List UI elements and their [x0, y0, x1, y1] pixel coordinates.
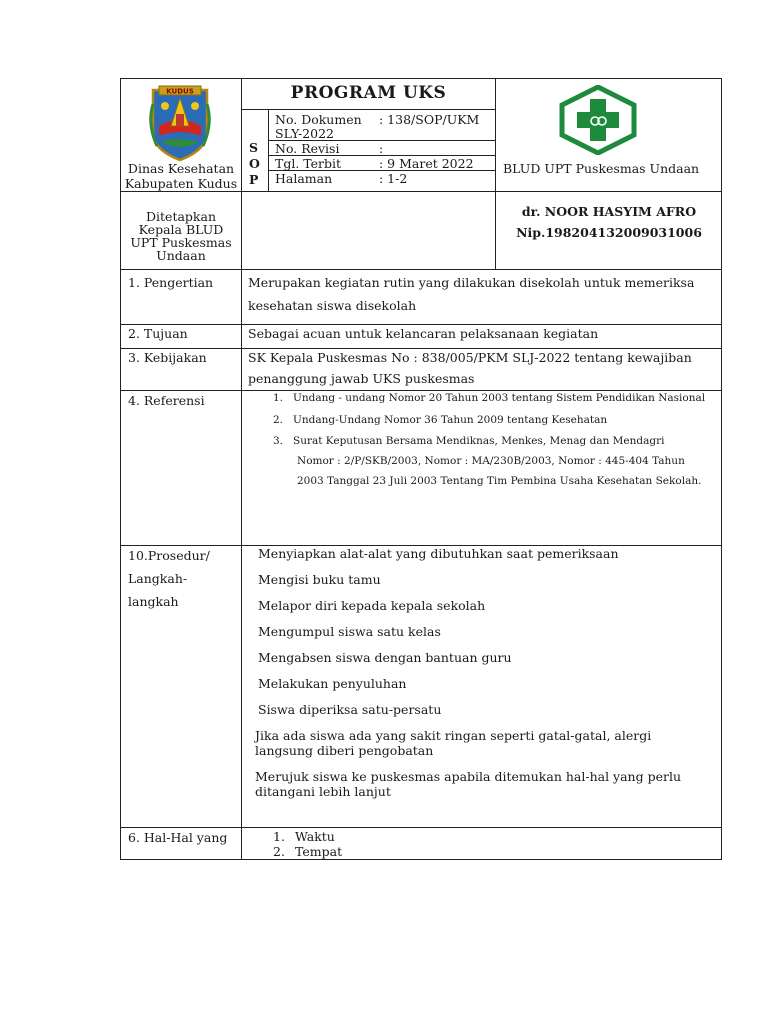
- referensi-item: Undang-Undang Nomor 36 Tahun 2009 tentang Kesehatan: [293, 414, 608, 426]
- referensi-item: Undang - undang Nomor 20 Tahun 2003 tentang Sistem Pendidikan Nasional: [293, 392, 706, 404]
- field-value-dokumen: : 138/SOP/UKM: [379, 112, 480, 127]
- row-divider: [121, 324, 721, 325]
- pengertian-text: Merupakan kegiatan rutin yang dilakukan disekolah untuk memeriksa: [248, 275, 695, 290]
- org-name-line2: Kabupaten Kudus: [124, 176, 238, 191]
- row-divider: [121, 348, 721, 349]
- procedure-step: Siswa diperiksa satu-persatu: [258, 702, 442, 717]
- org-name-line1: Dinas Kesehatan: [127, 161, 235, 176]
- referensi-number: 3.: [273, 435, 284, 447]
- kebijakan-text: penanggung jawab UKS puskesmas: [248, 371, 475, 386]
- section-label-hal: 6. Hal-Hal yang: [128, 830, 228, 845]
- puskesmas-logo: [558, 85, 638, 155]
- approval-line: Undaan: [156, 248, 206, 263]
- procedure-step: Jika ada siswa ada yang sakit ringan seperti gatal-gatal, alergi langsung diberi pengobatan: [255, 728, 652, 758]
- section-label-pengertian: 1. Pengertian: [128, 275, 214, 290]
- kebijakan-text: SK Kepala Puskesmas No : 838/005/PKM SLJ-2022 tentang kewajiban: [248, 350, 692, 365]
- hal-item: Tempat: [295, 844, 343, 859]
- field-value-dokumen-cont: SLY-2022: [275, 126, 334, 141]
- approval-line: Ditetapkan: [146, 209, 216, 224]
- row-divider: [121, 827, 721, 828]
- hal-number: 1.: [273, 829, 285, 844]
- referensi-item: 2003 Tanggal 23 Juli 2003 Tentang Tim Pembina Usaha Kesehatan Sekolah.: [297, 475, 702, 487]
- field-value-halaman: : 1-2: [379, 171, 408, 186]
- field-value-terbit: : 9 Maret 2022: [379, 156, 474, 171]
- document-title: PROGRAM UKS: [290, 83, 447, 103]
- section-label-kebijakan: 3. Kebijakan: [128, 350, 207, 365]
- signer-nip: Nip.198204132009031006: [516, 225, 702, 240]
- referensi-item: Nomor : 2/P/SKB/2003, Nomor : MA/230B/2003, Nomor : 445-404 Tahun: [297, 455, 685, 467]
- signer-name: dr. NOOR HASYIM AFRO: [521, 204, 697, 219]
- tujuan-text: Sebagai acuan untuk kelancaran pelaksanaan kegiatan: [248, 326, 599, 341]
- section-label-referensi: 4. Referensi: [128, 393, 205, 408]
- procedure-step: Mengabsen siswa dengan bantuan guru: [258, 650, 512, 665]
- sop-letter-s: S: [249, 140, 259, 155]
- col-divider: [241, 79, 242, 269]
- field-label-terbit: Tgl. Terbit: [275, 156, 342, 171]
- section-label-prosedur: Langkah-: [128, 571, 188, 586]
- title-divider: [242, 109, 495, 110]
- hal-number: 2.: [273, 844, 285, 859]
- procedure-step: Melakukan penyuluhan: [258, 676, 407, 691]
- pengertian-text: kesehatan siswa disekolah: [248, 298, 417, 313]
- field-value-revisi: :: [379, 141, 384, 156]
- sop-col-divider: [268, 109, 269, 191]
- field-label-halaman: Halaman: [275, 171, 333, 186]
- kudus-regency-logo: [145, 84, 215, 162]
- procedure-step: Mengisi buku tamu: [258, 572, 381, 587]
- field-label-revisi: No. Revisi: [275, 141, 340, 156]
- row-divider: [121, 390, 721, 391]
- svg-text:KUDUS: KUDUS: [166, 87, 194, 96]
- sop-document: [120, 78, 722, 860]
- procedure-step: Melapor diri kepada kepala sekolah: [258, 598, 486, 613]
- procedure-step: Menyiapkan alat-alat yang dibutuhkan saat pemeriksaan: [258, 546, 619, 561]
- approval-line: UPT Puskesmas: [130, 235, 232, 250]
- procedure-step: Mengumpul siswa satu kelas: [258, 624, 441, 639]
- puskesmas-name: BLUD UPT Puskesmas Undaan: [503, 161, 700, 176]
- section-label-tujuan: 2. Tujuan: [128, 326, 188, 341]
- label-col-divider: [241, 269, 242, 859]
- sop-letter-o: O: [249, 156, 260, 171]
- referensi-number: 2.: [273, 414, 284, 426]
- section-label-prosedur: langkah: [128, 594, 179, 609]
- sop-letter-p: P: [249, 172, 259, 187]
- row-divider: [121, 269, 721, 270]
- referensi-item: Surat Keputusan Bersama Mendiknas, Menkes, Menag dan Mendagri: [293, 435, 665, 447]
- approval-line: Kepala BLUD: [138, 222, 224, 237]
- field-label-dokumen: No. Dokumen: [275, 112, 362, 127]
- procedure-step: Merujuk siswa ke puskesmas apabila ditemukan hal-hal yang perlu ditangani lebih lanjut: [255, 769, 682, 799]
- hal-item: Waktu: [295, 829, 335, 844]
- section-label-prosedur: 10.Prosedur/: [128, 548, 210, 563]
- referensi-number: 1.: [273, 392, 284, 404]
